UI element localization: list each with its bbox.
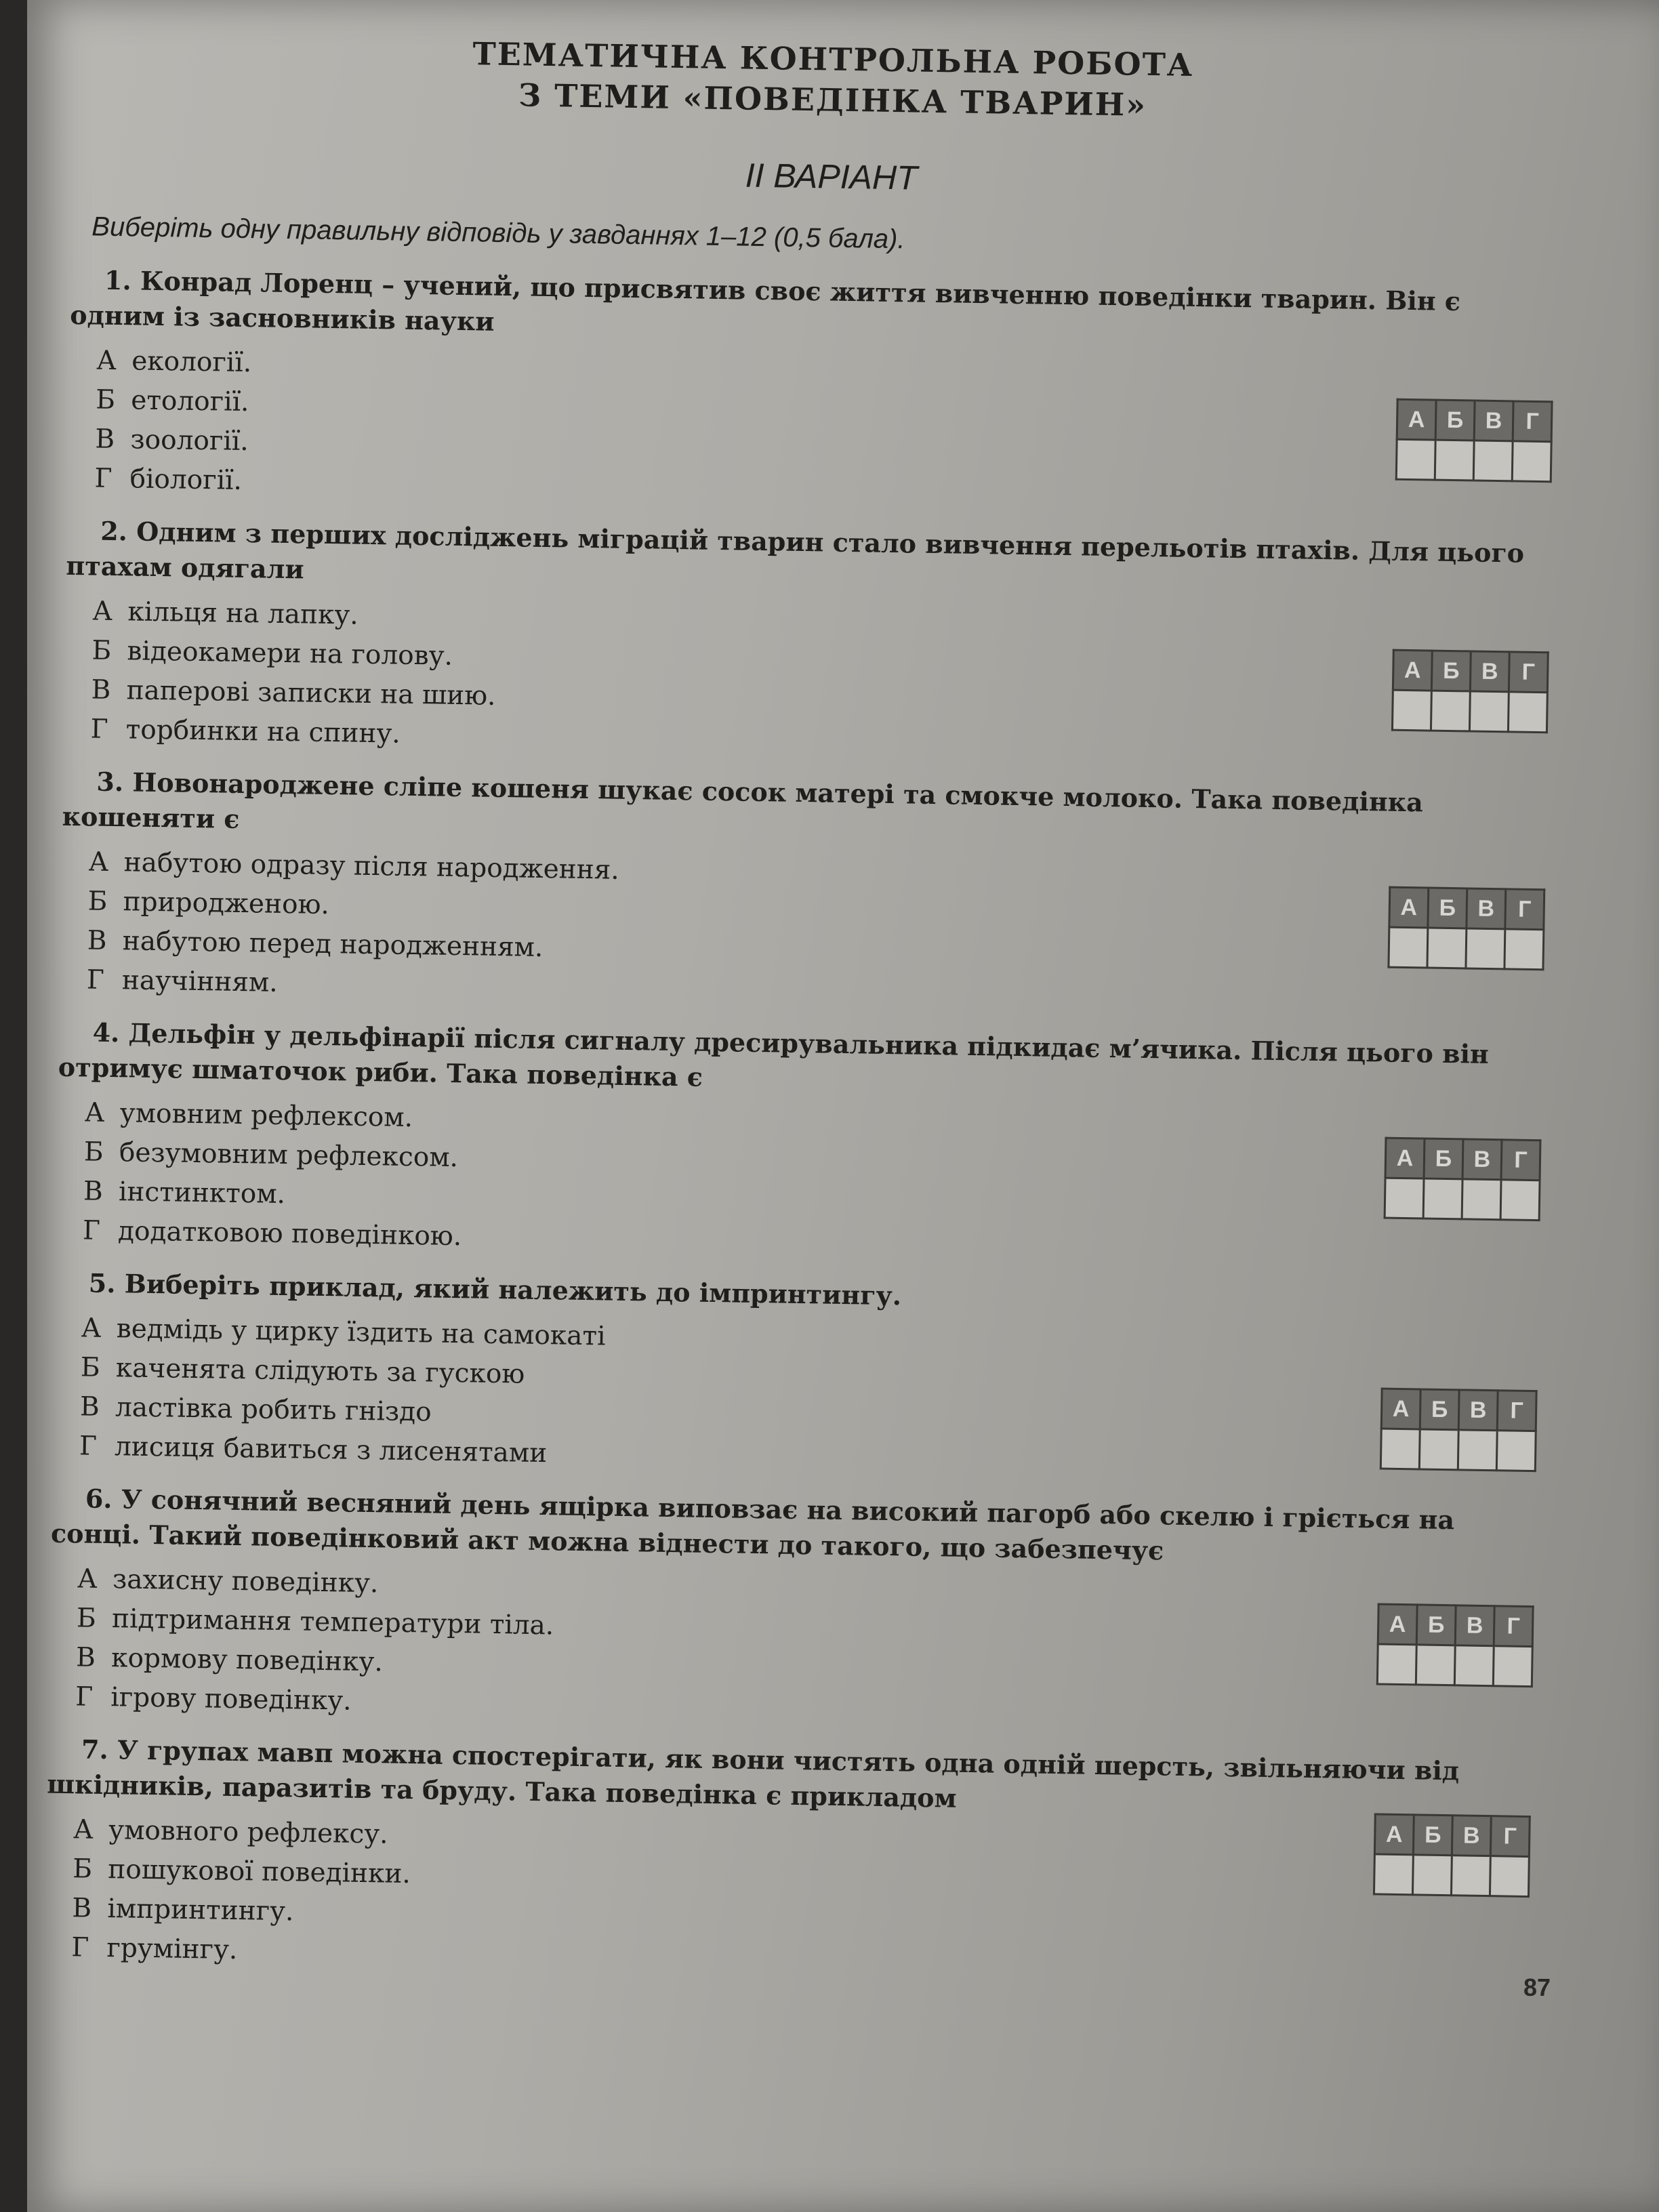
option-letter: Б: [72, 1853, 93, 1885]
question-5: [52, 1265, 1546, 1490]
answer-cell[interactable]: [1419, 1429, 1458, 1470]
option-text: торбинки на спину.: [125, 714, 401, 750]
answer-grid: [1373, 1813, 1531, 1898]
option-letter: А: [96, 345, 117, 377]
answer-letter: В: [1467, 888, 1506, 929]
answer-letter: А: [1397, 399, 1436, 440]
option-letter: А: [92, 596, 113, 627]
option-letter: Б: [83, 1136, 104, 1168]
answer-cell[interactable]: [1504, 929, 1544, 970]
option-letter: Г: [79, 1431, 98, 1462]
answer-cell[interactable]: [1512, 441, 1551, 482]
option-letter: А: [77, 1563, 98, 1595]
answer-cell[interactable]: [1396, 439, 1435, 480]
option-letter: В: [91, 674, 111, 705]
answer-cell[interactable]: [1490, 1856, 1529, 1897]
answer-grid: [1380, 1388, 1538, 1473]
answer-cell[interactable]: [1496, 1431, 1536, 1471]
option-letter: Г: [94, 463, 112, 494]
question-text: 6. У сонячний весняний день ящірка виповзає на високий пагорб або скелю і гріється на сонці. Такий поведінковий акт можна віднести до такого, що забезпечує: [50, 1483, 1455, 1566]
option-text: умовним рефлексом.: [119, 1098, 413, 1134]
answer-grid: [1391, 649, 1549, 734]
option-list: [71, 1810, 1537, 1990]
answer-letter: В: [1458, 1390, 1498, 1431]
answer-letter: Г: [1497, 1391, 1536, 1431]
answer-cell[interactable]: [1469, 691, 1509, 732]
option-text: етології.: [131, 385, 249, 418]
question-list: [44, 262, 1561, 1990]
question-4: [56, 1015, 1550, 1274]
answer-cell[interactable]: [1392, 690, 1431, 731]
answer-letter: А: [1381, 1389, 1420, 1429]
option-letter: В: [72, 1893, 92, 1924]
option-letter: В: [75, 1642, 96, 1673]
answer-grid: [1384, 1137, 1542, 1222]
option-text: захисну поведінку.: [112, 1564, 379, 1599]
answer-grid: [1387, 886, 1545, 971]
answer-letter: Б: [1413, 1815, 1452, 1856]
option-text: безумовним рефлексом.: [119, 1137, 459, 1174]
answer-letter: Г: [1509, 652, 1548, 693]
option-letter: А: [73, 1814, 94, 1845]
page-title: [100, 28, 1565, 132]
answer-letter: В: [1470, 651, 1509, 692]
option-text: підтримання температури тіла.: [111, 1603, 554, 1641]
option-text: научінням.: [121, 965, 279, 998]
answer-cell[interactable]: [1508, 692, 1547, 733]
option-text: грумінгу.: [106, 1933, 238, 1966]
option-list: [83, 1093, 1549, 1273]
answer-letter: Г: [1505, 889, 1544, 930]
option-letter: В: [83, 1176, 104, 1207]
answer-letter: Б: [1435, 400, 1475, 441]
option-text: ластівка робить гніздо: [115, 1392, 432, 1428]
question-text: 1. Конрад Лоренц – учений, що присвятив своє життя вивченню поведінки тварин. Він є одним із засновників науки: [69, 264, 1461, 337]
option-text: екології.: [131, 346, 252, 379]
answer-cell[interactable]: [1377, 1644, 1416, 1685]
answer-cell[interactable]: [1473, 441, 1513, 481]
answer-cell[interactable]: [1385, 1178, 1424, 1218]
answer-cell[interactable]: [1427, 928, 1467, 968]
answer-cell[interactable]: [1412, 1855, 1452, 1896]
option-text: інстинктом.: [118, 1176, 286, 1210]
option-list: [90, 592, 1556, 773]
option-letter: В: [95, 424, 115, 455]
answer-letter: Б: [1431, 651, 1471, 691]
option-text: лисиця бавиться з лисенятами: [114, 1431, 548, 1469]
answer-cell[interactable]: [1380, 1429, 1420, 1469]
question-text: 2. Одним з перших досліджень міграцій тварин стало вивчення перельотів птахів. Для цього птахам одягали: [66, 515, 1525, 585]
answer-cell[interactable]: [1431, 691, 1470, 731]
answer-letter: Г: [1513, 401, 1552, 442]
option-letter: Б: [96, 384, 116, 416]
option-list: [75, 1559, 1541, 1740]
option-letter: А: [81, 1313, 102, 1344]
answer-cell[interactable]: [1462, 1179, 1501, 1220]
option-text: додатковою поведінкою.: [117, 1216, 462, 1252]
answer-cell[interactable]: [1389, 927, 1428, 968]
option-letter: В: [87, 925, 107, 956]
answer-grid: [1395, 398, 1553, 483]
answer-cell[interactable]: [1466, 928, 1505, 969]
answer-letter: Б: [1416, 1605, 1456, 1645]
option-letter: Г: [75, 1681, 94, 1713]
answer-letter: А: [1378, 1604, 1417, 1645]
option-letter: А: [84, 1097, 105, 1128]
option-letter: Б: [76, 1603, 97, 1634]
answer-letter: А: [1374, 1814, 1414, 1855]
book-page: [27, 0, 1659, 2212]
option-text: зоології.: [130, 424, 249, 457]
option-list: [94, 342, 1560, 522]
page-number: 87: [1523, 1973, 1551, 2001]
question-2: [63, 513, 1557, 773]
answer-cell[interactable]: [1416, 1645, 1455, 1685]
answer-cell[interactable]: [1458, 1430, 1497, 1471]
question-text: 5. Виберіть приклад, який належить до імпринтингу.: [88, 1267, 902, 1311]
option-text: умовного рефлексу.: [108, 1815, 389, 1850]
option-text: природженою.: [123, 886, 330, 921]
answer-letter: В: [1452, 1816, 1491, 1856]
option-text: ведмідь у цирку їздить на самокаті: [116, 1313, 606, 1352]
option-letter: А: [88, 846, 109, 878]
option-letter: Б: [91, 635, 112, 666]
question-3: [59, 764, 1553, 1023]
option-text: ігрову поведінку.: [110, 1682, 352, 1717]
answer-letter: В: [1474, 401, 1513, 441]
question-6: [48, 1481, 1542, 1740]
answer-cell[interactable]: [1374, 1854, 1413, 1895]
answer-cell[interactable]: [1500, 1180, 1540, 1221]
option-letter: Г: [90, 714, 108, 745]
answer-letter: А: [1389, 887, 1429, 928]
answer-letter: Г: [1501, 1140, 1540, 1181]
title-line-1: ТЕМАТИЧНА КОНТРОЛЬНА РОБОТА: [472, 35, 1194, 83]
question-text: 4. Дельфін у дельфінарії після сигналу дресирувальника підкидає м’ячика. Після цього він отримує шматочок риби. Така поведінка є: [58, 1017, 1490, 1092]
option-letter: Б: [87, 886, 108, 917]
option-list: [86, 842, 1552, 1023]
answer-letter: В: [1455, 1605, 1494, 1646]
question-text: 7. У групах мавп можна спостерігати, як вони чистять одна одній шерсть, звільняючи від шкідників, паразитів та бруду. Така поведінка є прикладом: [46, 1734, 1460, 1814]
option-text: відеокамери на голову.: [127, 636, 453, 672]
option-text: набутою одразу після народження.: [123, 847, 620, 886]
page-content: [44, 27, 1565, 2005]
answer-cell[interactable]: [1454, 1645, 1494, 1686]
answer-letter: В: [1462, 1139, 1502, 1180]
option-text: кормову поведінку.: [110, 1643, 384, 1678]
option-text: кільця на лапку.: [127, 596, 359, 631]
option-letter: Б: [80, 1352, 100, 1383]
answer-grid: [1376, 1603, 1534, 1687]
answer-letter: Г: [1494, 1606, 1533, 1647]
option-text: набутою перед народженням.: [122, 926, 544, 964]
variant-heading: ІІ ВАРІАНТ: [745, 156, 918, 197]
question-1: [67, 262, 1561, 522]
question-text: 3. Новонароджене сліпе кошеня шукає сосок матері та смокче молоко. Така поведінка кошеняти є: [62, 766, 1424, 834]
option-text: біології.: [129, 464, 243, 496]
answer-letter: А: [1393, 650, 1432, 691]
option-text: імпринтингу.: [107, 1893, 294, 1927]
option-list: [79, 1309, 1545, 1489]
answer-letter: Б: [1424, 1139, 1463, 1179]
option-text: каченята слідують за гускою: [115, 1353, 525, 1390]
answer-cell[interactable]: [1435, 440, 1474, 480]
answer-cell[interactable]: [1423, 1179, 1462, 1219]
answer-cell[interactable]: [1493, 1646, 1532, 1687]
option-letter: Г: [82, 1215, 101, 1246]
answer-letter: Б: [1428, 888, 1467, 928]
instruction-text: Виберіть одну правильну відповідь у завданнях 1–12 (0,5 бала).: [91, 211, 905, 255]
option-letter: В: [79, 1391, 100, 1422]
option-text: паперові записки на шию.: [126, 675, 496, 712]
option-text: пошукової поведінки.: [107, 1854, 411, 1890]
answer-letter: А: [1385, 1138, 1425, 1179]
answer-letter: Г: [1490, 1816, 1530, 1857]
question-7: [44, 1732, 1538, 1991]
option-letter: Г: [71, 1932, 89, 1963]
answer-letter: Б: [1420, 1389, 1459, 1430]
answer-cell[interactable]: [1451, 1856, 1490, 1896]
title-line-2: З ТЕМИ «ПОВЕДІНКА ТВАРИН»: [518, 77, 1147, 123]
option-letter: Г: [86, 964, 105, 996]
